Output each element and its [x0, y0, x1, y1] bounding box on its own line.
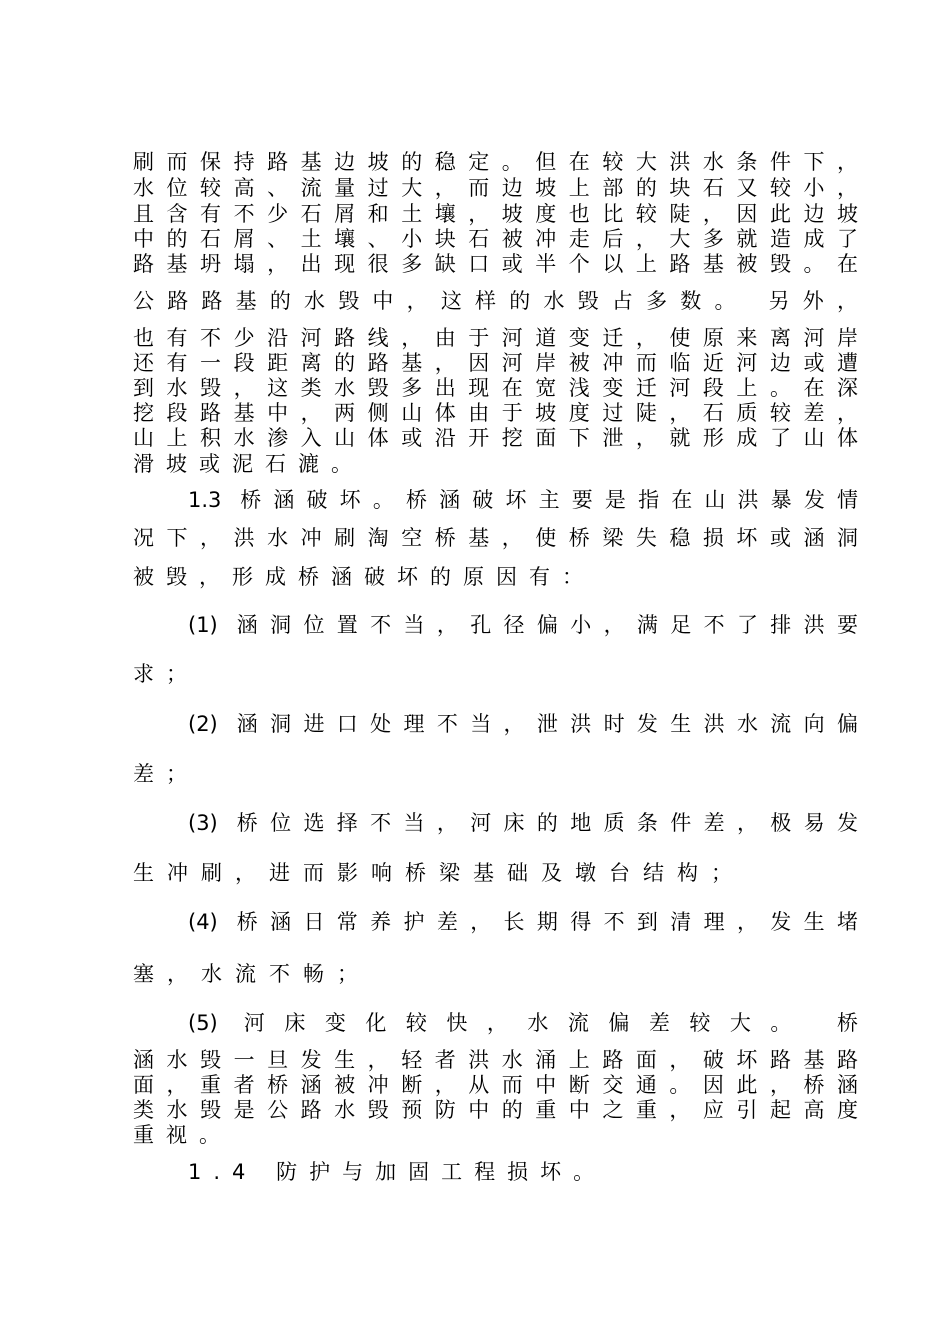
- text-line: 中的石屑、土壤、小块石被冲走后，大多就造成了: [133, 227, 858, 251]
- text-line: 山上积水渗入山体或沿开挖面下泄，就形成了山体: [133, 426, 858, 450]
- list-item-5: (5) 河床变化较快，水流偏差较大。 桥: [188, 1011, 858, 1035]
- text-line: 面，重者桥涵被冲断，从而中断交通。因此，桥涵: [133, 1073, 858, 1097]
- text-line: 重视。: [133, 1123, 232, 1147]
- text-line: 到水毁，这类水毁多出现在宽浅变迁河段上。在深: [133, 376, 858, 400]
- text-line: 水位较高、流量过大，而边坡上部的块石又较小，: [133, 176, 858, 200]
- list-item-1: (1) 涵洞位置不当，孔径偏小，满足不了排洪要: [188, 613, 858, 637]
- text-line: 求；: [133, 662, 199, 686]
- text-line: 涵水毁一旦发生，轻者洪水涌上路面，破坏路基路: [133, 1048, 858, 1072]
- text-line: 生冲刷，进而影响桥梁基础及墩台结构；: [133, 861, 745, 885]
- text-line: 还有一段距离的路基，因河岸被冲而临近河边或遭: [133, 351, 858, 375]
- text-line: 差；: [133, 762, 199, 786]
- section-heading-1-4: 1.4 防护与加固工程损坏。: [188, 1160, 607, 1184]
- list-item-2: (2) 涵洞进口处理不当，泄洪时发生洪水流向偏: [188, 712, 858, 736]
- text-line: 塞，水流不畅；: [133, 962, 371, 986]
- text-line: 公路路基的水毁中，这样的水毁占多数。 另外，: [133, 289, 858, 313]
- text-line: 刷而保持路基边坡的稳定。但在较大洪水条件下，: [133, 150, 858, 174]
- text-line: 挖段路基中，两侧山体由于坡度过陡，石质较差，: [133, 401, 858, 425]
- text-line: 类水毁是公路水毁预防中的重中之重，应引起高度: [133, 1098, 858, 1122]
- text-line: 被毁，形成桥涵破坏的原因有：: [133, 565, 595, 589]
- section-heading-1-3: 1.3 桥涵破坏。桥涵破坏主要是指在山洪暴发情: [188, 488, 858, 512]
- list-item-4: (4) 桥涵日常养护差，长期得不到清理，发生堵: [188, 910, 858, 934]
- text-line: 且含有不少石屑和土壤，坡度也比较陡，因此边坡: [133, 202, 858, 226]
- list-item-3: (3) 桥位选择不当，河床的地质条件差，极易发: [188, 811, 858, 835]
- text-line: 也有不少沿河路线，由于河道变迁，使原来离河岸: [133, 326, 858, 350]
- text-line: 况下，洪水冲刷淘空桥基，使桥梁失稳损坏或涵洞: [133, 526, 858, 550]
- text-line: 滑坡或泥石漉。: [133, 452, 364, 476]
- text-line: 路基坍塌，出现很多缺口或半个以上路基被毁。在: [133, 252, 858, 276]
